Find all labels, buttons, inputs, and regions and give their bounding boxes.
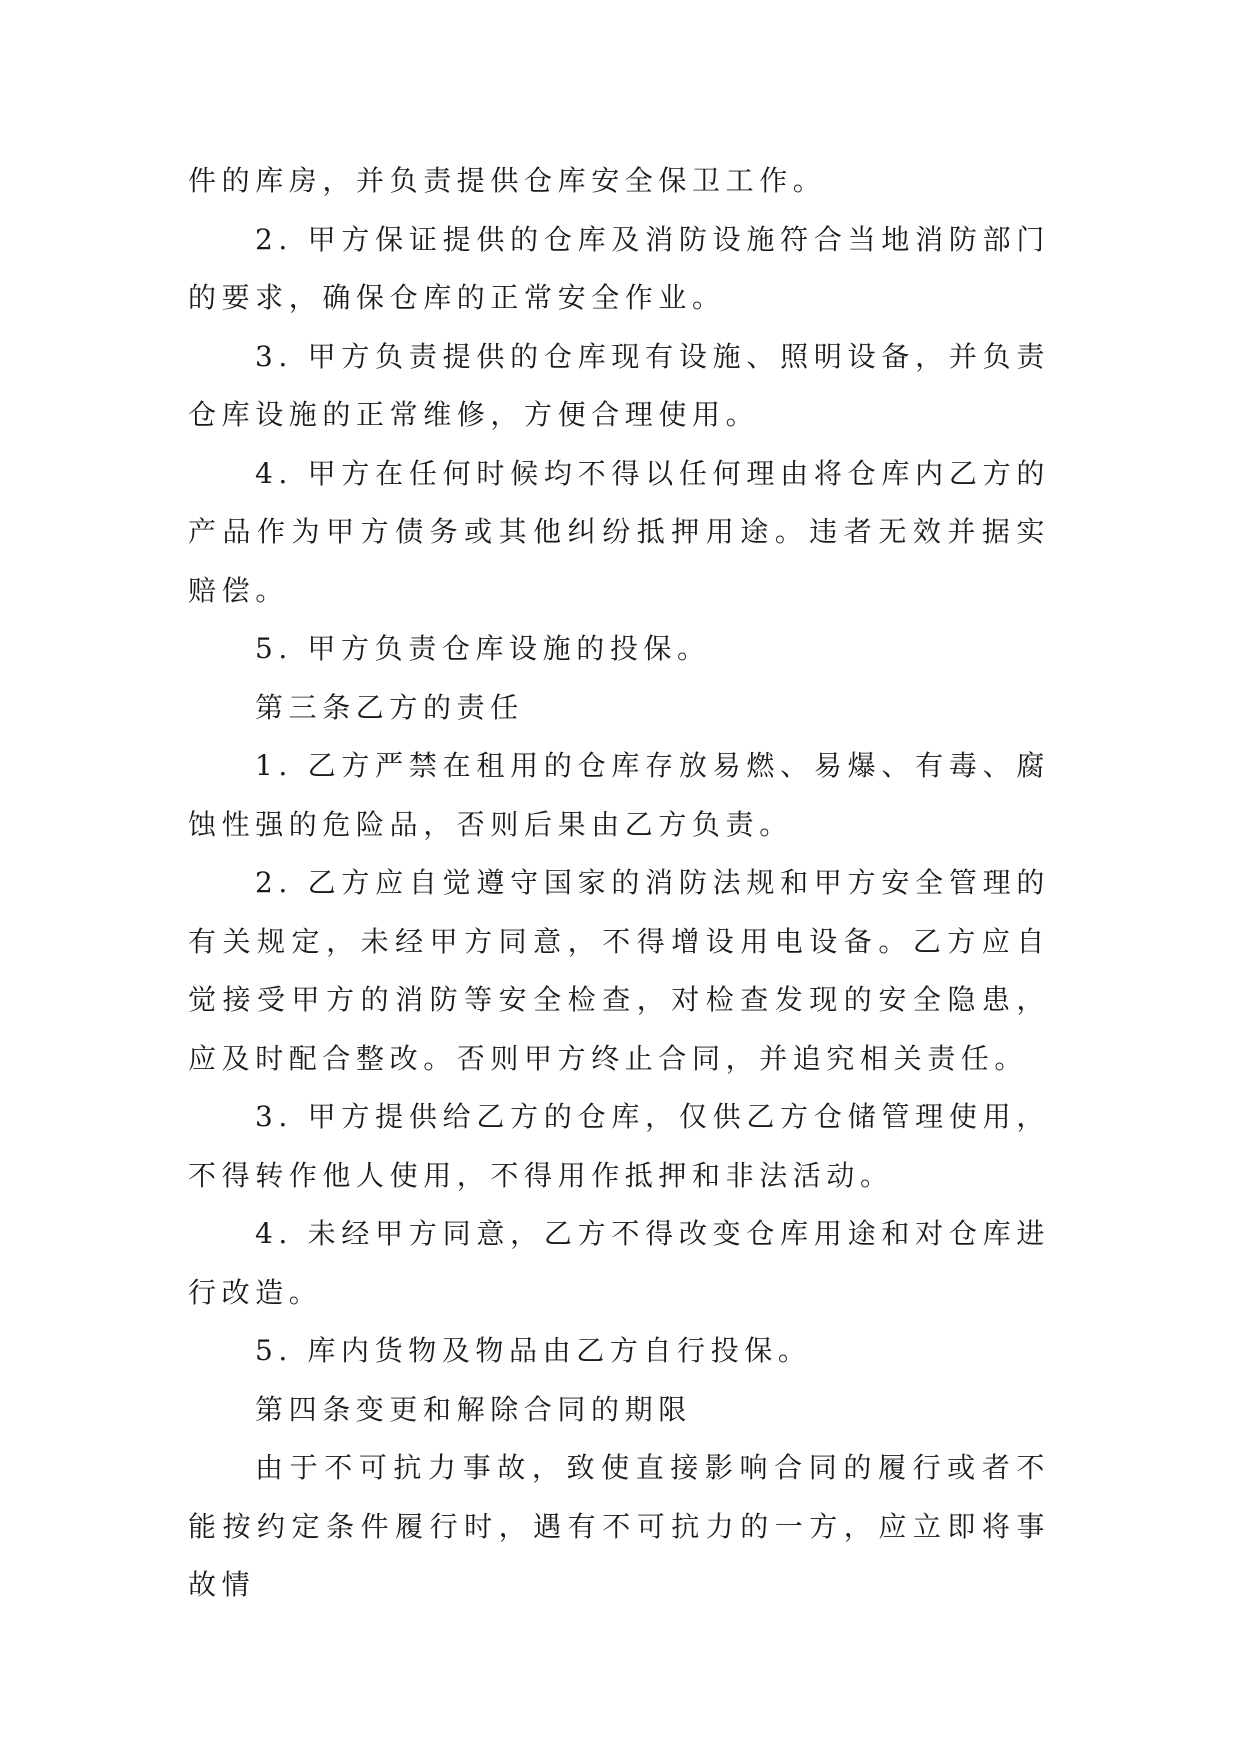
clause-party-b-hazardous-goods: 1. 乙方严禁在租用的仓库存放易燃、易爆、有毒、腐蚀性强的危险品，否则后果由乙方负责。 bbox=[188, 749, 1050, 841]
paragraph-force-majeure: 由于不可抗力事故，致使直接影响合同的履行或者不能按约定条件履行时，遇有不可抗力的一方，应立即将事故情 bbox=[188, 1451, 1050, 1601]
paragraph-warehouse-security-continuation: 件的库房，并负责提供仓库安全保卫工作。 bbox=[188, 164, 827, 197]
clause-party-b-usage-restriction: 3. 甲方提供给乙方的仓库，仅供乙方仓储管理使用，不得转作他人使用，不得用作抵押和非法活动。 bbox=[188, 1100, 1050, 1192]
clause-party-a-insurance: 5. 甲方负责仓库设施的投保。 bbox=[255, 632, 711, 665]
section-heading-article-4: 第四条变更和解除合同的期限 bbox=[255, 1392, 692, 1426]
clause-party-b-fire-regulations: 2. 乙方应自觉遵守国家的消防法规和甲方安全管理的有关规定，未经甲方同意，不得增设用电设备。乙方应自觉接受甲方的消防等安全检查，对检查发现的安全隐患，应及时配合整改。否则甲方终止合同，并追究相关责任。 bbox=[188, 866, 1050, 1075]
clause-party-b-insurance: 5. 库内货物及物品由乙方自行投保。 bbox=[255, 1334, 812, 1367]
clause-party-b-no-modification: 4. 未经甲方同意，乙方不得改变仓库用途和对仓库进行改造。 bbox=[188, 1217, 1050, 1309]
section-heading-article-3: 第三条乙方的责任 bbox=[255, 690, 524, 724]
clause-party-a-facilities-maintenance: 3. 甲方负责提供的仓库现有设施、照明设备，并负责仓库设施的正常维修，方便合理使用。 bbox=[188, 339, 1050, 431]
clause-party-a-fire-safety: 2. 甲方保证提供的仓库及消防设施符合当地消防部门的要求，确保仓库的正常安全作业。 bbox=[188, 222, 1050, 314]
clause-party-a-no-mortgage: 4. 甲方在任何时候均不得以任何理由将仓库内乙方的产品作为甲方债务或其他纠纷抵押用途。违者无效并据实赔偿。 bbox=[188, 456, 1050, 607]
contract-text-body bbox=[188, 152, 1050, 1615]
